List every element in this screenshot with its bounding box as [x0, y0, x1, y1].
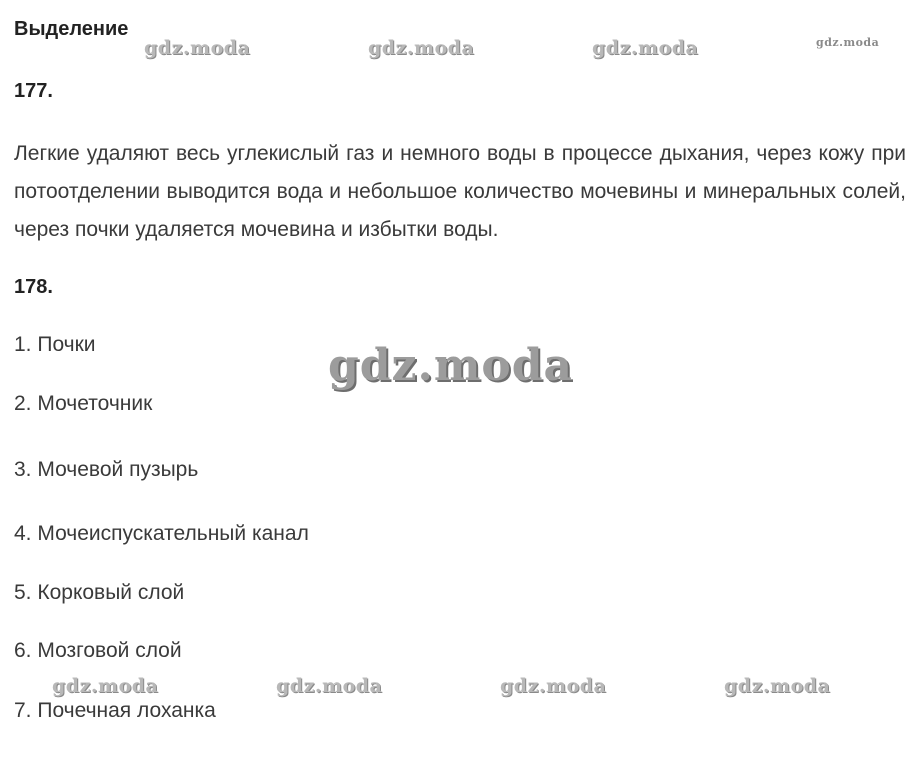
list-item: 3. Мочевой пузырь — [14, 458, 199, 481]
task-177-answer: Легкие удаляют весь углекислый газ и немного воды в процессе дыхания, через кожу при потоотделении выводится вода и небольшое количество мочевины и минеральных солей, через почки удаляется мочевина и избытки воды. — [14, 142, 906, 241]
watermark: gdz.moda — [328, 340, 574, 391]
section-heading: Выделение — [14, 18, 129, 40]
watermark: gdz.moda — [276, 675, 383, 697]
watermark: gdz.moda — [816, 36, 880, 49]
task-number-178: 178. — [14, 276, 53, 298]
list-item: 7. Почечная лоханка — [14, 699, 216, 722]
watermark: gdz.moda — [368, 37, 475, 59]
watermark: gdz.moda — [592, 37, 699, 59]
watermark: gdz.moda — [500, 675, 607, 697]
list-item: 4. Мочеиспускательный канал — [14, 522, 309, 545]
watermark: gdz.moda — [724, 675, 831, 697]
list-item: 6. Мозговой слой — [14, 639, 182, 662]
list-item: 1. Почки — [14, 333, 96, 356]
task-number-177: 177. — [14, 80, 53, 102]
watermark: gdz.moda — [144, 37, 251, 59]
list-item: 5. Корковый слой — [14, 581, 185, 604]
watermark: gdz.moda — [52, 675, 159, 697]
list-item: 2. Мочеточник — [14, 392, 153, 415]
